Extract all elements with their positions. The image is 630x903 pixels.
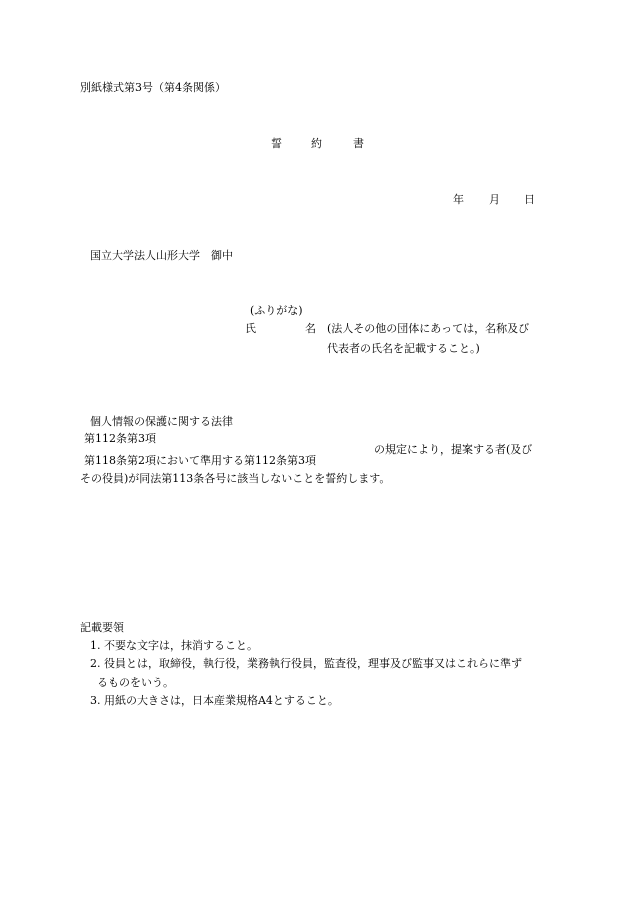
signer-note-line-1: (法人その他の団体にあっては，名称及び [327,322,530,335]
notes-item-2: 2. 役員とは，取締役，執行役，業務執行役員，監査役，理事及び監事又はこれらに準ず [90,657,522,670]
title-char-2: 約 [311,137,322,150]
date-day: 日 [524,193,535,206]
furigana-label: (ふりがな) [250,304,303,317]
title-char-1: 誓 [271,137,282,150]
law-option-2: 第118条第2項において準用する第112条第3項 [84,454,316,467]
name-label-char-1: 氏 [245,322,256,335]
notes-item-1: 1. 不要な文字は，抹消すること。 [90,639,258,652]
law-option-1: 第112条第3項 [84,432,156,445]
name-label-char-2: 名 [305,322,316,335]
date-year: 年 [453,193,464,206]
title-char-3: 書 [353,137,364,150]
notes-item-3: 3. 用紙の大きさは，日本産業規格A4とすること。 [90,694,339,707]
recipient: 国立大学法人山形大学 御中 [90,249,233,262]
signer-note-line-2: 代表者の氏名を記載すること。) [327,342,480,355]
form-number: 別紙様式第3号（第4条関係） [80,81,226,94]
pledge-line-2: その役員)が同法第113条各号に該当しないことを誓約します。 [80,472,391,485]
date-month: 月 [489,193,500,206]
notes-item-2-cont: るものをいう。 [97,676,174,689]
law-name: 個人情報の保護に関する法律 [90,415,233,428]
clause-end: の規定により，提案する者(及び [374,443,533,456]
notes-heading: 記載要領 [80,621,124,634]
